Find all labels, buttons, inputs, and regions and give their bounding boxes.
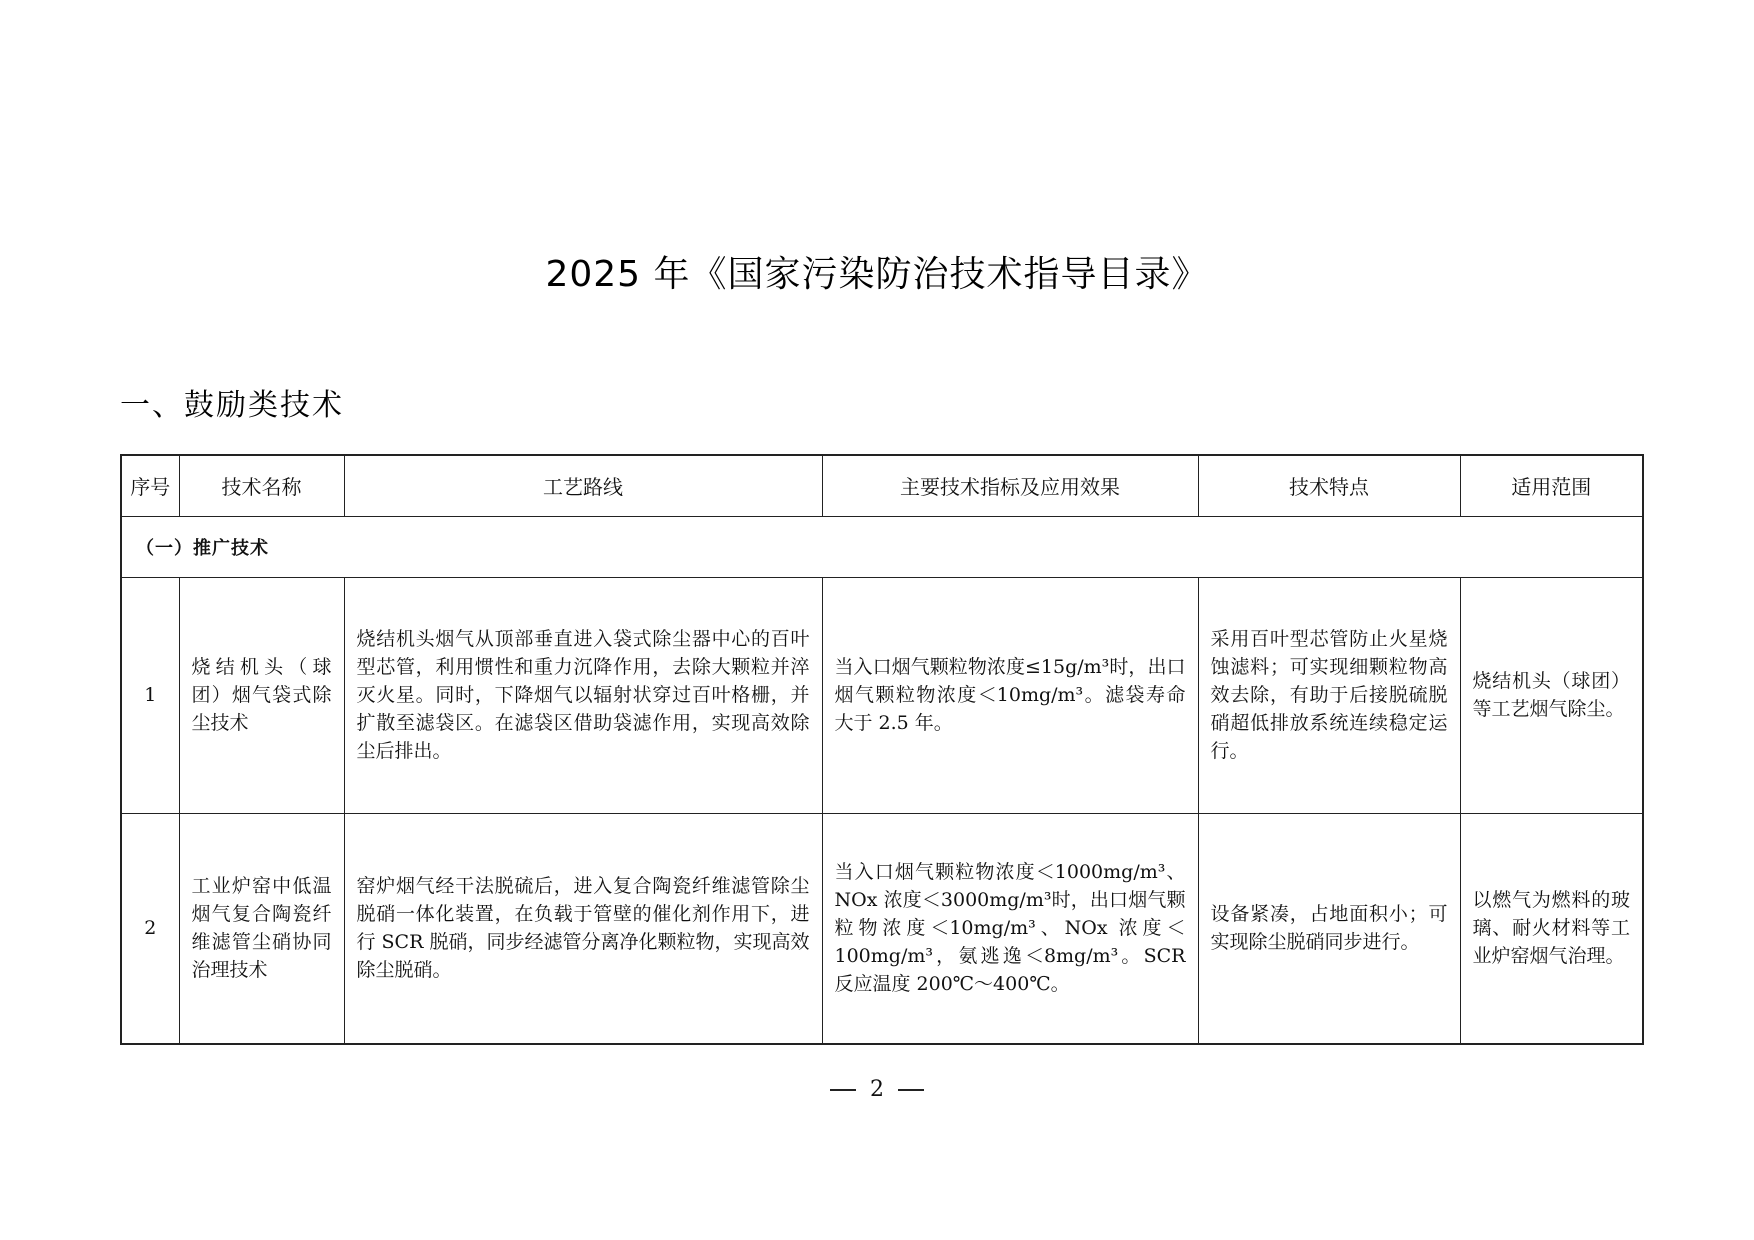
row-technical-features: 设备紧凑，占地面积小；可实现除尘脱硝同步进行。 <box>1198 813 1460 1044</box>
row-serial-number: 1 <box>121 577 179 813</box>
row-serial-number: 2 <box>121 813 179 1044</box>
header-process-route: 工艺路线 <box>344 455 822 516</box>
row-technical-features: 采用百叶型芯管防止火星烧蚀滤料；可实现细颗粒物高效去除，有助于后接脱硫脱硝超低排放系统连续稳定运行。 <box>1198 577 1460 813</box>
row-technology-name: 烧结机头（球团）烟气袋式除尘技术 <box>179 577 344 813</box>
category-label: （一）推广技术 <box>121 516 1643 577</box>
header-technology-name: 技术名称 <box>179 455 344 516</box>
left-dash <box>830 1089 856 1091</box>
table-header-row <box>121 455 1643 516</box>
row-application-scope: 以燃气为燃料的玻璃、耐火材料等工业炉窑烟气治理。 <box>1460 813 1643 1044</box>
category-row <box>121 516 1643 577</box>
row-application-scope: 烧结机头（球团）等工艺烟气除尘。 <box>1460 577 1643 813</box>
page-number: 2 <box>870 1077 884 1102</box>
row-technology-name: 工业炉窑中低温烟气复合陶瓷纤维滤管尘硝协同治理技术 <box>179 813 344 1044</box>
technology-catalog-table <box>120 454 1644 1045</box>
row-main-indicators: 当入口烟气颗粒物浓度＜1000mg/m³、NOx 浓度＜3000mg/m³时，出口烟气颗粒物浓度＜10mg/m³、NOx 浓度＜100mg/m³，氨逃逸＜8mg/m³。SCR 反应温度 200℃～400℃。 <box>822 813 1198 1044</box>
table-row <box>121 813 1643 1044</box>
row-process-route: 烧结机头烟气从顶部垂直进入袋式除尘器中心的百叶型芯管，利用惯性和重力沉降作用，去除大颗粒并淬灭火星。同时，下降烟气以辐射状穿过百叶格栅，并扩散至滤袋区。在滤袋区借助袋滤作用，实现高效除尘后排出。 <box>344 577 822 813</box>
document-title: 2025 年《国家污染防治技术指导目录》 <box>545 254 1209 295</box>
row-process-route: 窑炉烟气经干法脱硫后，进入复合陶瓷纤维滤管除尘脱硝一体化装置，在负载于管壁的催化剂作用下，进行 SCR 脱硝，同步经滤管分离净化颗粒物，实现高效除尘脱硝。 <box>344 813 822 1044</box>
row-main-indicators: 当入口烟气颗粒物浓度≤15g/m³时，出口烟气颗粒物浓度＜10mg/m³。滤袋寿命大于 2.5 年。 <box>822 577 1198 813</box>
page-footer <box>0 1075 1754 1105</box>
header-technical-features: 技术特点 <box>1198 455 1460 516</box>
header-serial-number: 序号 <box>121 455 179 516</box>
section-heading: 一、鼓励类技术 <box>120 388 344 423</box>
header-application-scope: 适用范围 <box>1460 455 1643 516</box>
right-dash <box>898 1089 924 1091</box>
table-row <box>121 577 1643 813</box>
header-main-indicators: 主要技术指标及应用效果 <box>822 455 1198 516</box>
